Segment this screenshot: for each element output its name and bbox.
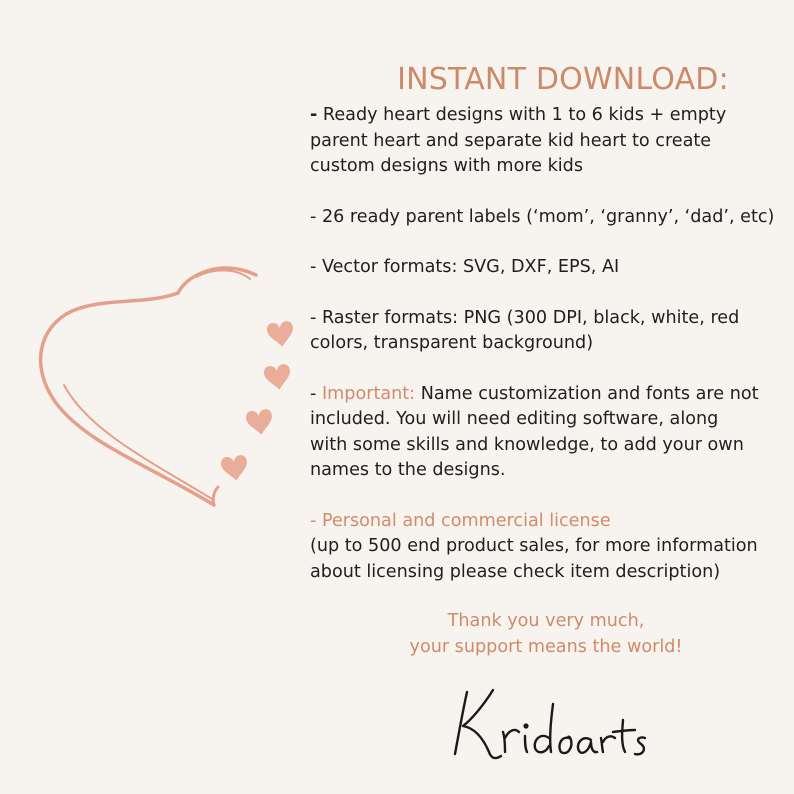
small-heart-1-icon — [266, 320, 295, 348]
list-item-designs — [310, 103, 790, 180]
info-panel — [310, 62, 790, 660]
heart-outline-icon — [41, 293, 214, 505]
important-text: Name customization and fonts are not included. You will need editing software, along with some skills and knowledge, to add your own names to the designs. — [310, 383, 759, 480]
small-heart-3-icon — [245, 408, 274, 436]
page-title: INSTANT DOWNLOAD: — [397, 62, 729, 97]
list-item-text: Ready heart designs with 1 to 6 kids + empty parent heart and separate kid heart to create custom designs with more kids — [310, 105, 727, 176]
thank-you-line-2: your support means the world! — [409, 636, 683, 657]
small-heart-2-icon — [263, 363, 292, 391]
bullet-dash: - — [310, 105, 318, 125]
thank-you-note — [310, 609, 782, 660]
heart-illustration — [28, 255, 298, 520]
small-heart-4-icon — [220, 454, 249, 482]
license-text: (up to 500 end product sales, for more information about licensing please check item description) — [310, 536, 758, 582]
important-label: Important: — [321, 383, 416, 404]
list-item-important — [310, 382, 790, 484]
list-item-raster-formats: - Raster formats: PNG (300 DPI, black, white, red colors, transparent background) — [310, 307, 740, 353]
list-item-parent-labels: - 26 ready parent labels (‘mom’, ‘granny’, ‘dad’, etc) — [310, 206, 775, 227]
license-heading: - Personal and commercial license — [310, 510, 611, 531]
kridoarts-signature-logo — [445, 680, 655, 770]
list-item-vector-formats: - Vector formats: SVG, DXF, EPS, AI — [310, 257, 620, 277]
important-prefix: - — [310, 383, 322, 404]
thank-you-line-1: Thank you very much, — [447, 611, 645, 631]
heart-outline-inner-icon — [64, 385, 212, 499]
heart-top-arc-icon — [178, 268, 256, 293]
heart-right-tail-icon — [213, 487, 218, 505]
